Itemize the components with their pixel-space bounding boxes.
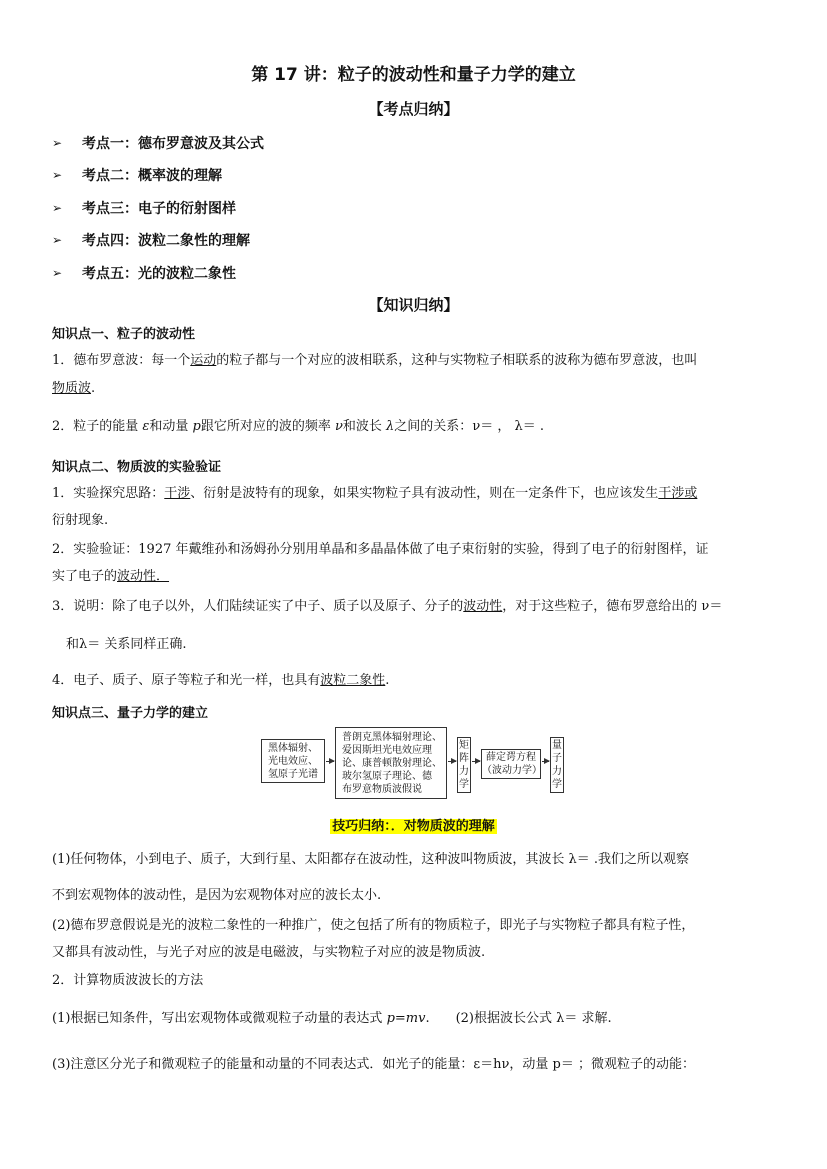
paragraph-line: (1)根据已知条件，写出宏观物体或微观粒子动量的表达式 p=mv. (2)根据波长公式 λ＝ 求解. — [52, 1011, 612, 1026]
paragraph-line: 不到宏观物体的波动性，是因为宏观物体对应的波长太小. — [52, 888, 382, 903]
paragraph-line: (2)德布罗意假说是光的波粒二象性的一种推广，使之包括了所有的物质粒子，即光子与实物粒子都具有粒子性， — [52, 918, 695, 933]
kaodian-item: ➢ 考点五：光的波粒二象性 — [52, 266, 236, 282]
arrow-bullet-icon: ➢ — [52, 233, 63, 247]
knowledge-point-heading: 知识点二、物质波的实验验证 — [52, 460, 222, 475]
section-header-zhishi: 【知识归纳】 — [368, 296, 459, 314]
arrow-bullet-icon: ➢ — [52, 266, 63, 280]
paragraph-line: (1)任何物体，小到电子、质子，大到行星、太阳都存在波动性，这种波叫物质波，其波长 λ＝ .我们之所以观察 — [52, 852, 690, 867]
flow-diagram — [255, 725, 575, 803]
kaodian-item: ➢ 考点一：德布罗意波及其公式 — [52, 136, 264, 152]
paragraph-line: 衍射现象. — [52, 513, 109, 528]
arrow-icon — [542, 761, 549, 762]
paragraph-line: 2．实验验证：1927 年戴维孙和汤姆孙分别用单晶和多晶晶体做了电子束衍射的实验，得到了电子的衍射图样，证 — [52, 542, 709, 557]
diagram-box-theories: 普朗克黑体辐射理论、 爱因斯坦光电效应理 论、康普顿散射理论、 玻尔氢原子理论、德 布罗意物质波假说 — [335, 727, 447, 799]
arrow-bullet-icon: ➢ — [52, 168, 63, 182]
paragraph-line: 1．实验探究思路：干涉、衍射是波特有的现象，如果实物粒子具有波动性，则在一定条件下，也应该发生干涉或 — [52, 486, 698, 501]
kaodian-item: ➢ 考点四：波粒二象性的理解 — [52, 233, 250, 249]
paragraph-line: (3)注意区分光子和微观粒子的能量和动量的不同表达式．如光子的能量：ε＝hν，动量 p＝ ；微观粒子的动能： — [52, 1057, 696, 1072]
page-title: 第 17 讲：粒子的波动性和量子力学的建立 — [251, 65, 576, 85]
knowledge-point-heading: 知识点三、量子力学的建立 — [52, 706, 209, 721]
paragraph-line: 2．粒子的能量 ε和动量 p跟它所对应的波的频率 ν和波长 λ之间的关系：ν＝ ， λ＝ . — [52, 419, 544, 434]
knowledge-point-heading: 知识点一、粒子的波动性 — [52, 327, 196, 342]
diagram-box-quantum-mechanics: 量 子 力 学 — [550, 737, 564, 793]
diagram-box-schrodinger: 薛定谔方程 （波动力学） — [481, 749, 541, 779]
tip-heading: 技巧归纳：．对物质波的理解 — [332, 819, 495, 834]
paragraph-line: 物质波. — [52, 381, 96, 396]
diagram-box-matrix-mechanics: 矩 阵 力 学 — [457, 737, 471, 793]
arrow-bullet-icon: ➢ — [52, 136, 63, 150]
arrow-icon — [326, 761, 334, 762]
paragraph-line: 又都具有波动性，与光子对应的波是电磁波，与实物粒子对应的波是物质波. — [52, 945, 486, 960]
paragraph-line: 和λ＝ 关系同样正确. — [66, 637, 187, 652]
arrow-icon — [448, 761, 456, 762]
paragraph-line: 1．德布罗意波：每一个运动的粒子都与一个对应的波相联系，这种与实物粒子相联系的波称为德布罗意波，也叫 — [52, 353, 698, 368]
paragraph-line: 2．计算物质波波长的方法 — [52, 973, 204, 988]
section-header-kaodian: 【考点归纳】 — [368, 100, 459, 118]
paragraph-line: 实了电子的波动性． — [52, 569, 170, 584]
arrow-icon — [472, 761, 480, 762]
diagram-box-phenomena: 黑体辐射、 光电效应、 氢原子光谱 — [261, 739, 325, 783]
paragraph-line: 3．说明：除了电子以外，人们陆续证实了中子、质子以及原子、分子的波动性，对于这些粒子，德布罗意给出的 ν＝ — [52, 599, 723, 614]
kaodian-item: ➢ 考点二：概率波的理解 — [52, 168, 222, 184]
kaodian-item: ➢ 考点三：电子的衍射图样 — [52, 201, 236, 217]
arrow-bullet-icon: ➢ — [52, 201, 63, 215]
paragraph-line: 4．电子、质子、原子等粒子和光一样，也具有波粒二象性. — [52, 673, 390, 688]
